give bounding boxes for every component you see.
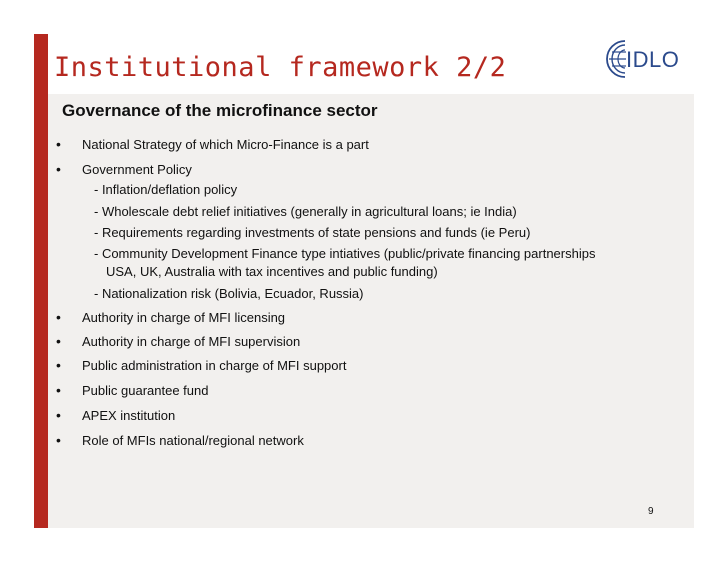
sub-item: USA, UK, Australia with tax incentives and public funding) <box>106 264 438 279</box>
accent-bar <box>34 34 48 528</box>
bullet-icon: • <box>56 333 61 349</box>
bullet-icon: • <box>56 161 61 177</box>
idlo-logo <box>604 37 688 81</box>
content-panel <box>48 94 694 528</box>
sub-item: - Requirements regarding investments of state pensions and funds (ie Peru) <box>94 225 531 240</box>
bullet-icon: • <box>56 432 61 448</box>
sub-item: - Wholescale debt relief initiatives (generally in agricultural loans; ie India) <box>94 204 517 219</box>
sub-item: - Inflation/deflation policy <box>94 182 238 197</box>
sub-item: - Community Development Finance type intiatives (public/private financing partnerships <box>94 246 596 261</box>
section-heading: Governance of the microfinance sector <box>62 101 378 120</box>
bullet-item: Authority in charge of MFI licensing <box>82 310 286 325</box>
bullet-icon: • <box>56 382 61 398</box>
bullet-item: Authority in charge of MFI supervision <box>82 334 301 349</box>
slide-title: Institutional framework 2/2 <box>54 52 507 83</box>
bullet-item: APEX institution <box>82 408 176 423</box>
sub-item: - Nationalization risk (Bolivia, Ecuador, Russia) <box>94 286 364 301</box>
page-number: 9 <box>648 506 654 517</box>
bullet-icon: • <box>56 407 61 423</box>
bullet-icon: • <box>56 136 61 152</box>
bullet-item: National Strategy of which Micro-Finance is a part <box>82 137 369 152</box>
bullet-item: Public guarantee fund <box>82 383 209 398</box>
bullet-item: Government Policy <box>82 162 192 177</box>
bullet-icon: • <box>56 357 61 373</box>
logo-text: IDLO <box>626 47 680 72</box>
bullet-item: Public administration in charge of MFI support <box>82 358 347 373</box>
bullet-icon: • <box>56 309 61 325</box>
bullet-item: Role of MFIs national/regional network <box>82 433 304 448</box>
